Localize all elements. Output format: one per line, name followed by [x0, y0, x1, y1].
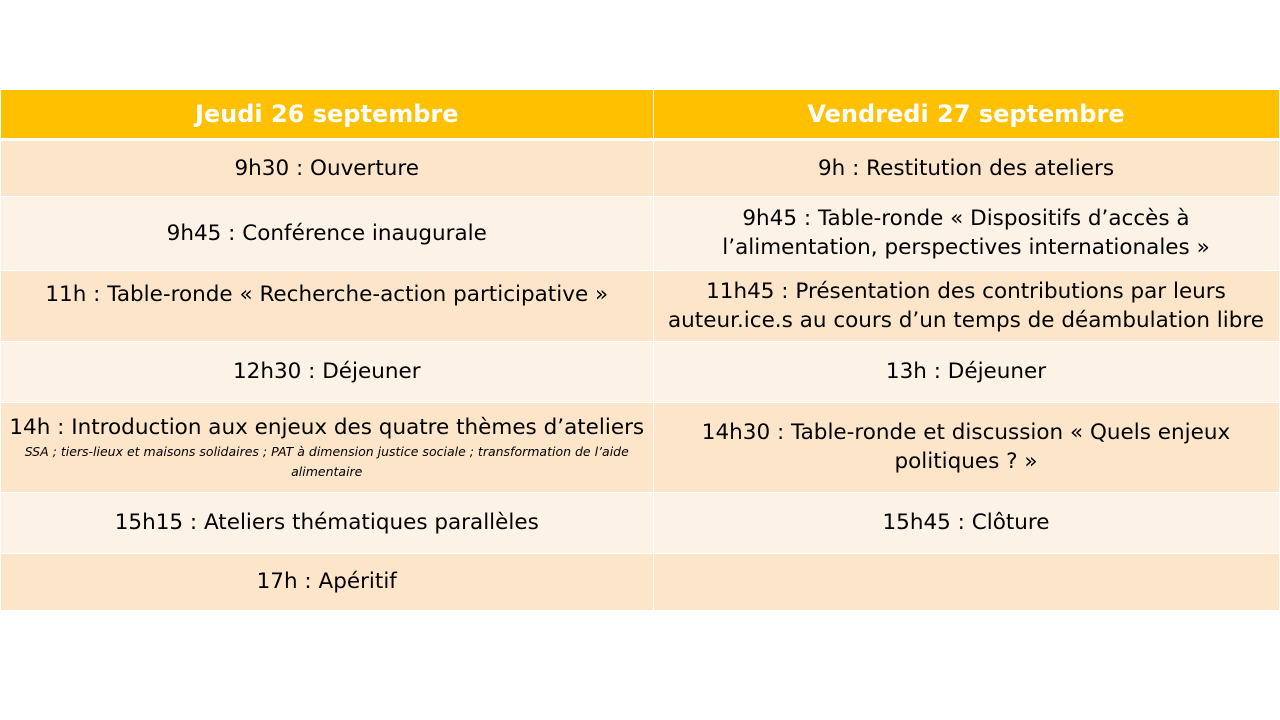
- thursday-slot-5-title: 14h : Introduction aux enjeux des quatre thèmes d’ateliers: [9, 414, 645, 440]
- thursday-slot-7: 17h : Apéritif: [1, 553, 653, 610]
- schedule-row: [1, 139, 1279, 196]
- schedule-table: [1, 90, 1280, 611]
- friday-slot-5: 14h30 : Table-ronde et discussion « Quels enjeux politiques ? »: [653, 402, 1279, 492]
- header-row: [1, 90, 1279, 139]
- friday-slot-2: 9h45 : Table-ronde « Dispositifs d’accès à l’alimentation, perspectives internationales »: [653, 196, 1279, 270]
- schedule-row: [1, 553, 1279, 610]
- friday-slot-4: 13h : Déjeuner: [653, 341, 1279, 402]
- friday-slot-3: 11h45 : Présentation des contributions par leurs auteur.ice.s au cours d’un temps de déambulation libre: [653, 270, 1279, 341]
- thursday-slot-2: 9h45 : Conférence inaugurale: [1, 196, 653, 270]
- schedule-row: [1, 402, 1279, 492]
- schedule-row: [1, 270, 1279, 341]
- friday-slot-1: 9h : Restitution des ateliers: [653, 139, 1279, 196]
- schedule-row: [1, 492, 1279, 553]
- thursday-slot-5: [1, 402, 653, 492]
- friday-slot-6: 15h45 : Clôture: [653, 492, 1279, 553]
- thursday-slot-5-subtitle: SSA ; tiers-lieux et maisons solidaires ; PAT à dimension justice sociale ; transformation de l’aide alimentaire: [24, 443, 629, 479]
- thursday-slot-6: 15h15 : Ateliers thématiques parallèles: [1, 492, 653, 553]
- thursday-slot-4: 12h30 : Déjeuner: [1, 341, 653, 402]
- thursday-slot-3: 11h : Table-ronde « Recherche-action participative »: [1, 270, 653, 341]
- schedule-row: [1, 196, 1279, 270]
- schedule-row: [1, 341, 1279, 402]
- thursday-slot-1: 9h30 : Ouverture: [1, 139, 653, 196]
- friday-slot-7: [653, 553, 1279, 610]
- day-header-friday: Vendredi 27 septembre: [653, 90, 1279, 139]
- day-header-thursday: Jeudi 26 septembre: [1, 90, 653, 139]
